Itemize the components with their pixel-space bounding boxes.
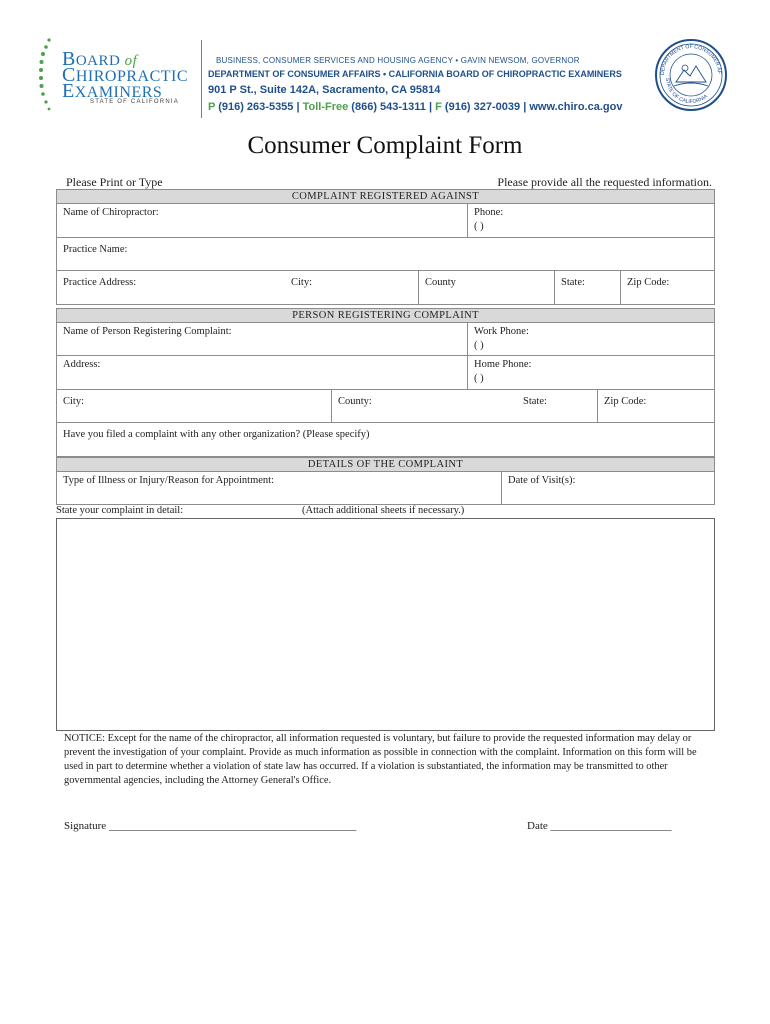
row-person-address [56,356,715,390]
row-person-city [56,390,715,423]
practice-county-label: County [425,277,456,288]
other-organization-label: Have you filed a complaint with any other organization? (Please specify) [63,429,370,440]
other-organization-field[interactable] [56,423,715,457]
person-zip-label: Zip Code: [604,396,647,407]
person-name-label: Name of Person Registering Complaint: [63,326,232,337]
contact-line: P (916) 263-5355 | Toll-Free (866) 543-1311 | F (916) 327-0039 | www.chiro.ca.gov [208,101,623,113]
attach-sheets-note: (Attach additional sheets if necessary.) [302,505,465,516]
home-phone-label: Home Phone: [474,359,532,370]
home-phone-field[interactable] [467,356,714,389]
practice-address-label: Practice Address: [63,277,137,288]
section-heading-details: DETAILS OF THE COMPLAINT [56,457,715,472]
board-logo [38,36,188,116]
page-title: Consumer Complaint Form [247,132,523,159]
practice-state-label: State: [561,277,585,288]
logo-line-board: BOARD of [62,48,138,70]
practice-state-field[interactable] [554,271,620,304]
logo-dots-icon [38,36,52,114]
signature-line[interactable]: Signature _____________________________________________ [64,820,357,832]
person-county-label: County: [338,396,372,407]
illness-label: Type of Illness or Injury/Reason for Appointment: [63,475,274,486]
header-divider [201,40,202,118]
work-phone-label: Work Phone: [474,326,529,337]
svg-text:DEPARTMENT OF CONSUMER AFFAIRS: DEPARTMENT OF CONSUMER AF [659,43,723,76]
person-county-field[interactable] [331,390,516,422]
work-phone-area-code: ( ) [474,340,484,351]
section-heading-against: COMPLAINT REGISTERED AGAINST [56,189,715,204]
svg-text:STATE OF CALIFORNIA: STATE OF CALIFORNIA [663,77,710,106]
section-heading-person: PERSON REGISTERING COMPLAINT [56,308,715,323]
person-state-label: State: [523,396,547,407]
logo-line-chiropractic: CHIROPRACTIC [62,64,189,86]
person-zip-field[interactable] [597,390,714,422]
complaint-detail-label: State your complaint in detail: [56,505,184,516]
date-of-visit-field[interactable] [501,472,714,504]
logo-line-state: STATE OF CALIFORNIA [90,99,179,105]
person-city-label: City: [63,396,85,407]
practice-city-label: City: [291,277,313,288]
chiropractor-name-label: Name of Chiropractor: [63,207,159,218]
address-line: 901 P St., Suite 142A, Sacramento, CA 95814 [208,84,441,96]
phone-area-code: ( ) [474,221,484,232]
chiropractor-phone-field[interactable] [467,204,714,237]
practice-name-label: Practice Name: [63,244,128,255]
state-seal-icon [654,38,728,112]
provide-note: Please provide all the requested information. [497,175,712,189]
department-line: DEPARTMENT OF CONSUMER AFFAIRS • CALIFORNIA BOARD OF CHIROPRACTIC EXAMINERS [208,69,622,79]
logo-line-examiners: EXAMINERS [62,80,163,102]
date-line[interactable]: Date ______________________ [527,820,672,832]
row-practice-address [56,271,715,305]
row-illness [56,472,715,505]
home-phone-area-code: ( ) [474,373,484,384]
print-note: Please Print or Type [66,175,163,189]
practice-name-field[interactable] [56,238,715,271]
row-person-name [56,323,715,356]
complaint-detail-textarea[interactable] [56,518,715,731]
person-address-label: Address: [63,359,101,370]
practice-zip-field[interactable] [620,271,714,304]
phone-label: Phone: [474,207,504,218]
agency-line: BUSINESS, CONSUMER SERVICES AND HOUSING AGENCY • GAVIN NEWSOM, GOVERNOR [216,56,580,65]
work-phone-field[interactable] [467,323,714,355]
date-of-visit-label: Date of Visit(s): [508,475,576,486]
row-chiropractor-name [56,204,715,238]
practice-zip-label: Zip Code: [627,277,670,288]
practice-county-field[interactable] [418,271,554,304]
complaint-form [56,189,715,505]
privacy-notice: NOTICE: Except for the name of the chiropractor, all information requested is voluntary, but failure to provide the requested information may delay or prevent the investigation of your complaint. Provide as much information as possible in connection with the complaint. Information on this form will be used in part to determine whether a violation of state law has occurred. If a violation is substantiated, the information may be transmitted to other governmental agencies, including the Attorney General's Office. [64,733,697,786]
